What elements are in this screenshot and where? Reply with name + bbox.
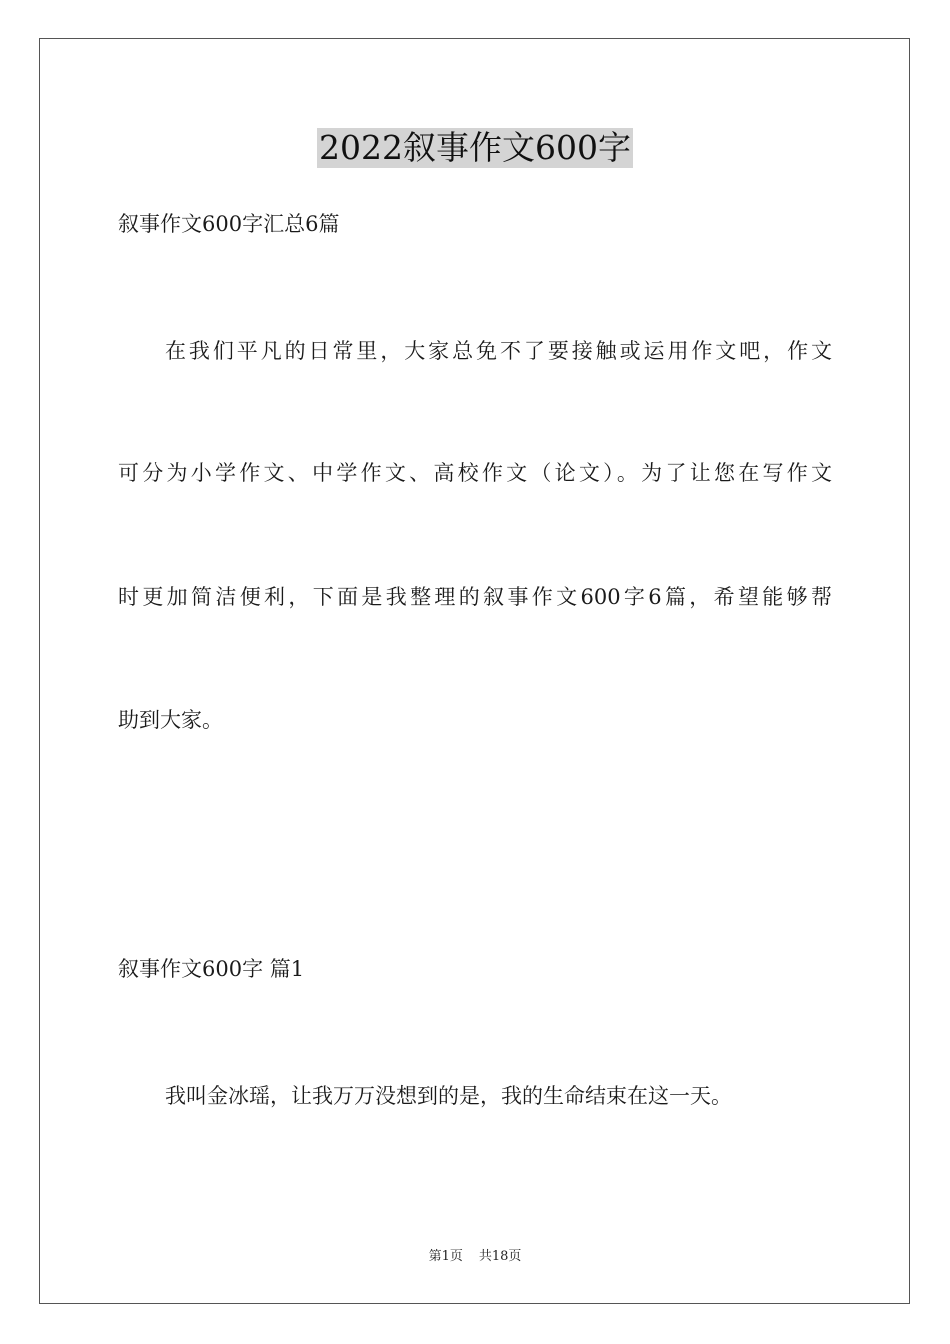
footer-total-pages: 共18页 [478, 1249, 522, 1264]
document-subtitle: 叙事作文600字汇总6篇 [118, 212, 340, 236]
section-paragraph-line-1: 我叫金冰瑶，让我万万没想到的是，我的生命结束在这一天。 [165, 1084, 732, 1108]
document-title: 2022叙事作文600字 [319, 128, 631, 167]
intro-paragraph-line-1: 在我们平凡的日常里，大家总免不了要接触或运用作文吧，作文 [165, 339, 832, 363]
section-heading: 叙事作文600字 篇1 [118, 957, 305, 981]
title-container [0, 128, 950, 168]
footer-page-number: 第1页 [428, 1249, 463, 1264]
intro-paragraph-line-4: 助到大家。 [118, 708, 223, 732]
intro-paragraph-line-2: 可分为小学作文、中学作文、高校作文（论文）。为了让您在写作文 [118, 461, 832, 485]
page-footer [0, 1248, 950, 1266]
intro-paragraph-line-3: 时更加简洁便利，下面是我整理的叙事作文600字6篇，希望能够帮 [118, 585, 832, 609]
